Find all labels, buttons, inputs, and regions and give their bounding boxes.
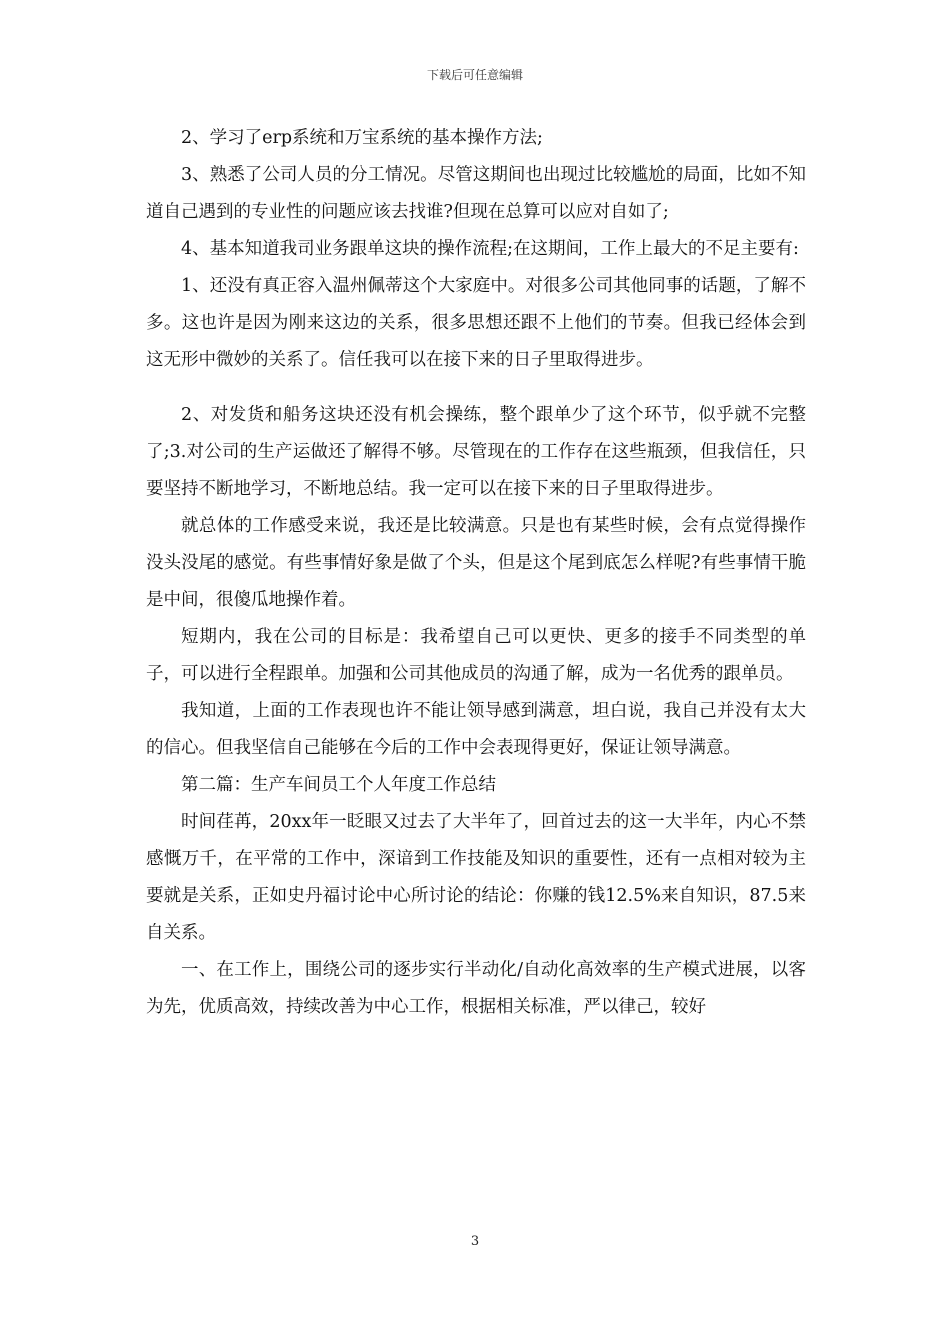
paragraph: 一、在工作上，围绕公司的逐步实行半动化/自动化高效率的生产模式进展，以客为先，优质高效，持续改善为中心工作，根据相关标准，严以律己，较好 xyxy=(146,960,806,1017)
paragraph: 2、学习了erp系统和万宝系统的基本操作方法; xyxy=(181,128,543,148)
paragraph: 3、熟悉了公司人员的分工情况。尽管这期间也出现过比较尴尬的局面，比如不知道自己遇到的专业性的问题应该去找谁?但现在总算可以应对自如了; xyxy=(146,165,806,222)
page-number: 3 xyxy=(470,1234,480,1249)
section-heading: 第二篇：生产车间员工个人年度工作总结 xyxy=(181,775,496,795)
paragraph: 短期内，我在公司的目标是：我希望自己可以更快、更多的接手不同类型的单子，可以进行全程跟单。加强和公司其他成员的沟通了解，成为一名优秀的跟单员。 xyxy=(146,627,806,684)
paragraph: 时间荏苒，20xx年一眨眼又过去了大半年了，回首过去的这一大半年，内心不禁感慨万千，在平常的工作中，深谙到工作技能及知识的重要性，还有一点相对较为主要就是关系，正如史丹福讨论中心所讨论的结论：你赚的钱12.5%来自知识，87.5来自关系。 xyxy=(146,812,806,943)
paragraph: 2、对发货和船务这块还没有机会操练，整个跟单少了这个环节，似乎就不完整了;3.对公司的生产运做还了解得不够。尽管现在的工作存在这些瓶颈，但我信任，只要坚持不断地学习，不断地总结。我一定可以在接下来的日子里取得进步。 xyxy=(146,405,806,499)
paragraph: 1、还没有真正容入温州佩蒂这个大家庭中。对很多公司其他同事的话题，了解不多。这也许是因为刚来这边的关系，很多思想还跟不上他们的节奏。但我已经体会到这无形中微妙的关系了。信任我可以在接下来的日子里取得进步。 xyxy=(146,276,806,370)
document-body xyxy=(146,120,806,1026)
page-header: 下载后可任意编辑 xyxy=(426,68,523,82)
paragraph: 就总体的工作感受来说，我还是比较满意。只是也有某些时候，会有点觉得操作没头没尾的感觉。有些事情好象是做了个头，但是这个尾到底怎么样呢?有些事情干脆是中间，很傻瓜地操作着。 xyxy=(146,516,806,610)
paragraph: 4、基本知道我司业务跟单这块的操作流程;在这期间，工作上最大的不足主要有: xyxy=(181,239,799,259)
paragraph: 我知道，上面的工作表现也许不能让领导感到满意，坦白说，我自己并没有太大的信心。但我坚信自己能够在今后的工作中会表现得更好，保证让领导满意。 xyxy=(146,701,806,758)
